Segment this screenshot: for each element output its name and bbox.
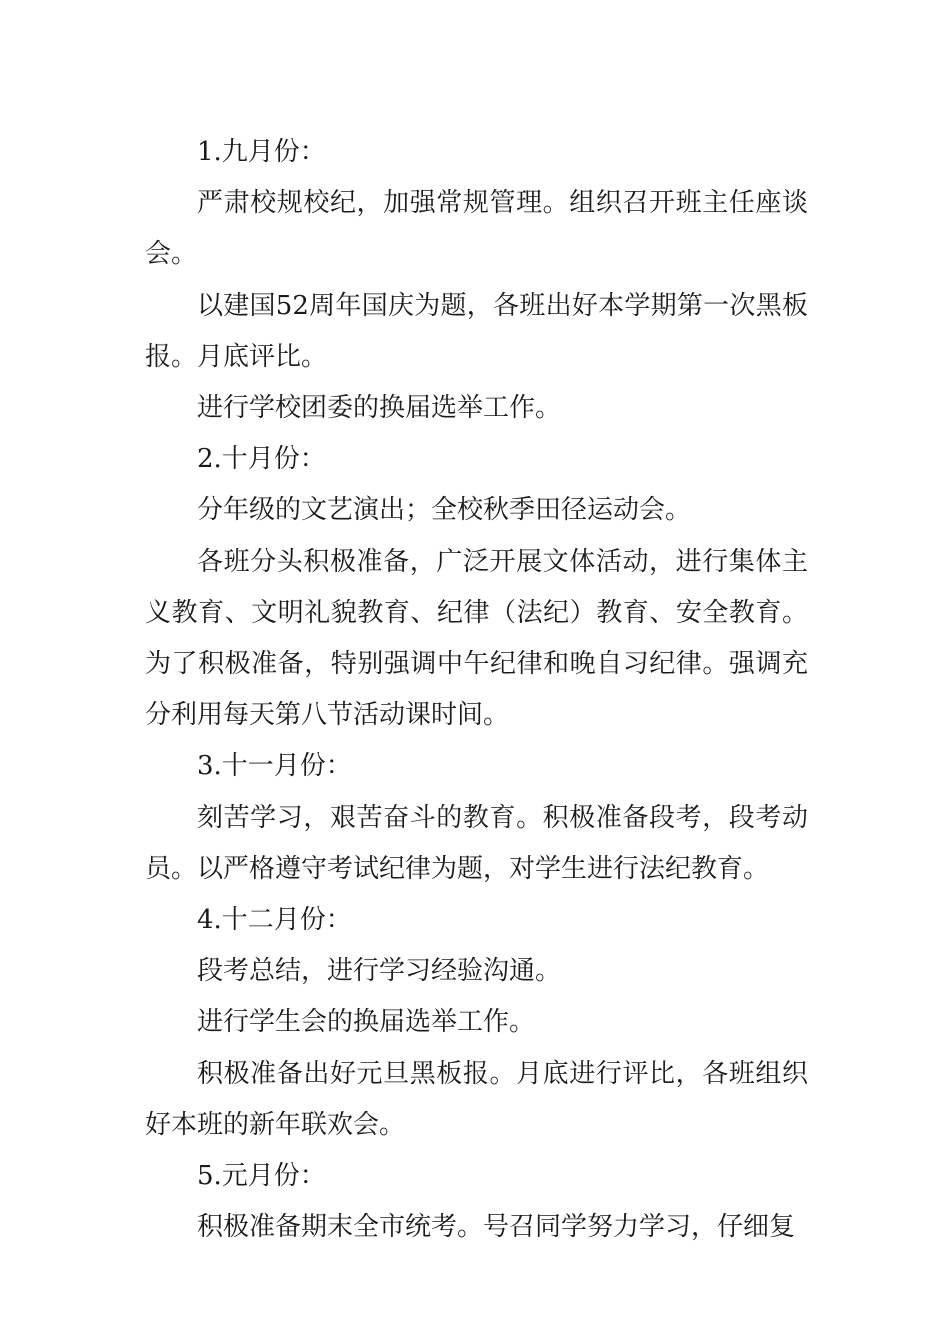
- paragraph: 积极准备出好元旦黑板报。月底进行评比，各班组织好本班的新年联欢会。: [145, 1058, 808, 1140]
- section-heading-january: 5.元月份：: [197, 1161, 326, 1192]
- section-heading-september: 1.九月份：: [197, 137, 326, 167]
- section-heading-october: 2.十月份：: [197, 444, 326, 475]
- paragraph: 以建国52周年国庆为题，各班出好本学期第一次黑板报。月底评比。: [145, 290, 808, 372]
- paragraph: 刻苦学习，艰苦奋斗的教育。积极准备段考，段考动员。以严格遵守考试纪律为题，对学生进行法纪教育。: [145, 802, 808, 884]
- paragraph: 进行学校团委的换届选举工作。: [197, 393, 562, 424]
- paragraph: 进行学生会的换届选举工作。: [197, 1007, 536, 1038]
- paragraph: 各班分头积极准备，广泛开展文体活动，进行集体主义教育、文明礼貌教育、纪律（法纪）教育、安全教育。为了积极准备，特别强调中午纪律和晚自习纪律。强调充分利用每天第八节活动课时间。: [145, 546, 808, 731]
- section-heading-november: 3.十一月份：: [197, 751, 352, 782]
- paragraph: 段考总结，进行学习经验沟通。: [197, 956, 562, 987]
- paragraph: 积极准备期末全市统考。号召同学努力学习，仔细复: [197, 1212, 796, 1243]
- section-heading-december: 4.十二月份：: [197, 905, 352, 936]
- document-body: [145, 127, 808, 1253]
- paragraph: 严肃校规校纪，加强常规管理。组织召开班主任座谈会。: [145, 188, 808, 270]
- paragraph: 分年级的文艺演出；全校秋季田径运动会。: [197, 495, 692, 526]
